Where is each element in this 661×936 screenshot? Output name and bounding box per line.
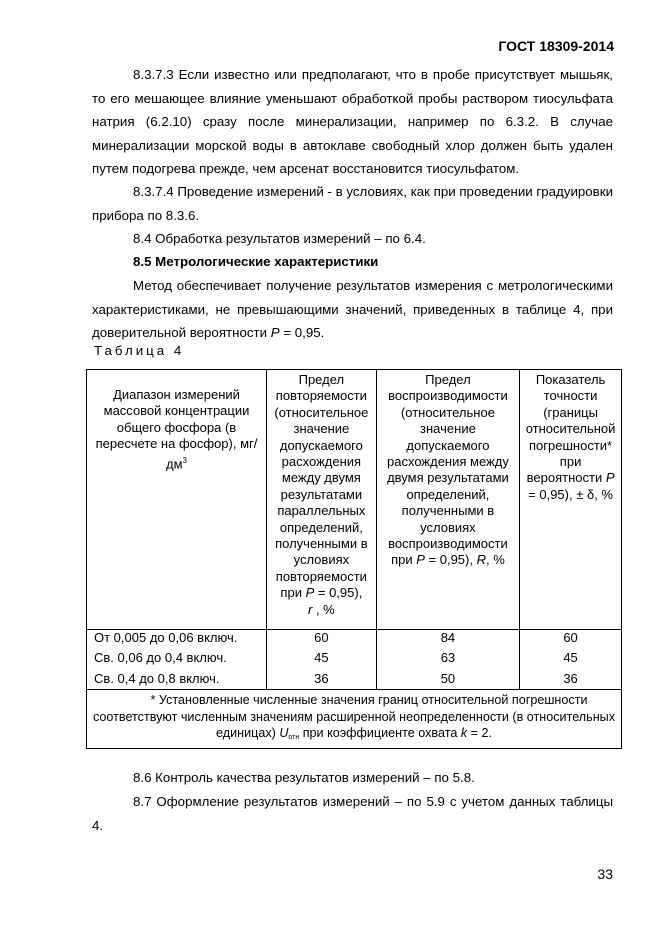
- header-text: Показатель точности (границы относительной погрешности* при вероятности: [525, 372, 616, 486]
- paragraph-text: 8.7 Оформление результатов измерений – по 5.9 с учетом данных таблицы 4.: [92, 794, 613, 833]
- footnote-text: = 2.: [467, 726, 492, 741]
- symbol-r: r: [307, 601, 313, 617]
- metrology-table: [86, 369, 622, 749]
- heading-text: 8.5 Метрологические характеристики: [133, 254, 379, 269]
- page-number: 33: [597, 866, 613, 882]
- cell-R: 84: [376, 630, 519, 649]
- cell-R: 50: [376, 669, 519, 690]
- paragraph-text: 8.3.7.4 Проведение измерений - в условиях, как при проведении градуировки прибора по 8.3.6.: [92, 184, 613, 223]
- header-text: Предел воспроизводимости (относительное значение допускаемого расхождения между двумя результатами определений, полученными в условиях воспроизводимости при: [387, 372, 509, 568]
- paragraph-text: Метод обеспечивает получение результатов измерения с метрологическими характеристиками, не превышающими значений, приведенных в таблице 4, при доверительной вероятности: [92, 278, 613, 340]
- cell-delta: 36: [520, 669, 622, 690]
- cell-r: 60: [267, 630, 377, 649]
- symbol-p: P: [305, 585, 315, 601]
- header-reproducibility: [376, 370, 519, 630]
- paragraph-8-4: [92, 227, 613, 251]
- document-code: ГОСТ 18309-2014: [498, 38, 614, 54]
- cell-range: От 0,005 до 0,06 включ.: [87, 630, 267, 649]
- cell-delta: 45: [520, 648, 622, 668]
- cell-range: Св. 0,4 до 0,8 включ.: [87, 669, 267, 690]
- superscript: 3: [182, 455, 187, 465]
- table-footnote: [87, 690, 622, 749]
- table-footnote-row: [87, 690, 622, 749]
- symbol-p: P: [416, 552, 425, 568]
- subscript: отн: [288, 734, 300, 742]
- table-row: [87, 669, 622, 690]
- symbol-U: U: [279, 726, 289, 741]
- table-row: [87, 630, 622, 649]
- footnote-text: * Установленные численные значения границ относительной погрешности соответствуют численным значениям расширенной неопределенности (в относительных единицах): [92, 693, 616, 741]
- cell-delta: 60: [520, 630, 622, 649]
- cell-r: 36: [267, 669, 377, 690]
- header-range: [87, 370, 267, 630]
- symbol-k: k: [460, 726, 468, 741]
- cell-range: Св. 0,06 до 0,4 включ.: [87, 648, 267, 668]
- footnote-text: при коэффициенте охвата: [299, 726, 461, 741]
- header-text: = 0,95),: [424, 552, 477, 568]
- header-repeatability: [267, 370, 377, 630]
- header-text: = 0,95), ± δ, %: [528, 486, 613, 502]
- section-heading-8-5: [92, 250, 613, 274]
- header-text: Предел повторяемости (относительное значение допускаемого расхождения между двумя результатами параллельных определений, полученными в условиях повторяемости при: [274, 372, 369, 601]
- cell-r: 45: [267, 648, 377, 668]
- paragraph-text: 8.4 Обработка результатов измерений – по 6.4.: [133, 231, 426, 246]
- table-header-row: [87, 370, 622, 630]
- table-caption: Таблица 4: [94, 343, 185, 358]
- header-unit: , %: [312, 601, 335, 617]
- paragraph-text: = 0,95.: [279, 325, 325, 340]
- header-accuracy: [520, 370, 622, 630]
- paragraph-8-3-7-4: [92, 180, 613, 227]
- paragraph-8-3-7-3: [92, 63, 613, 181]
- symbol-R: R: [476, 552, 486, 568]
- header-text: Диапазон измерений массовой концентрации общего фосфора (в пересчете на фосфор), мг/дм: [95, 387, 258, 471]
- paragraph-text: 8.6 Контроль качества результатов измерений – по 5.8.: [133, 770, 475, 785]
- paragraph-8-6: [92, 766, 613, 790]
- table-row: [87, 648, 622, 668]
- header-text: = 0,95),: [314, 585, 363, 601]
- paragraph-8-7: [92, 790, 613, 837]
- symbol-p: P: [270, 325, 280, 340]
- paragraph-8-5: [92, 274, 613, 345]
- symbol-p: P: [605, 470, 615, 486]
- cell-R: 63: [376, 648, 519, 668]
- paragraph-text: 8.3.7.3 Если известно или предполагают, что в пробе присутствует мышьяк, то его мешающее влияние уменьшают обработкой пробы раствором тиосульфата натрия (6.2.10) сразу после минерализации, например по 6.3.2. В случае минерализации морской воды в автоклаве свободный хлор должен быть удален путем подогрева прежде, чем арсенат восстановится тиосульфатом.: [92, 67, 613, 176]
- header-unit: , %: [485, 552, 505, 568]
